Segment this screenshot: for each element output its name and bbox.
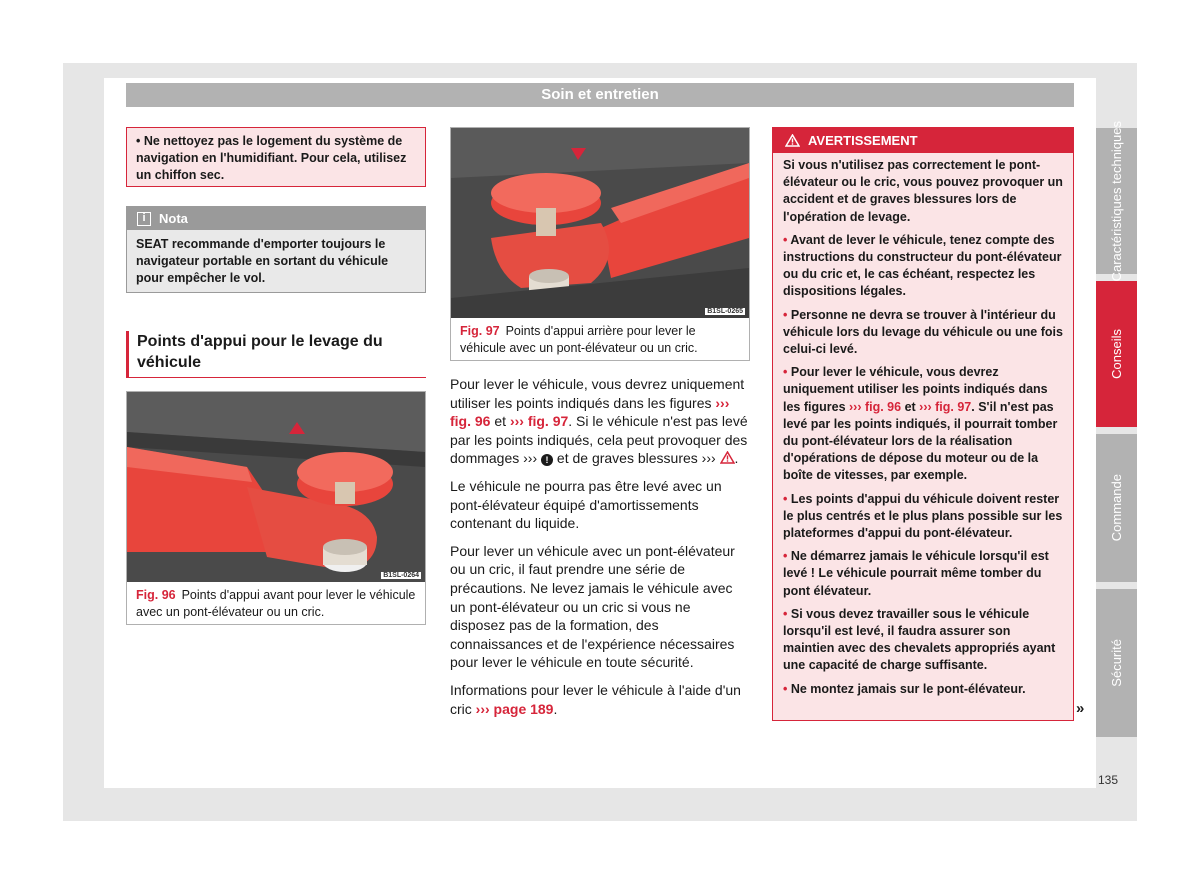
chapter-header: Soin et entretien xyxy=(126,83,1074,107)
nota-header xyxy=(127,207,425,230)
nota-title: Nota xyxy=(159,211,188,226)
tab-commande[interactable] xyxy=(1096,434,1137,582)
text-span: . Si le véhicule n'est pas levé par les points indiqués, cela peut provoquer des dommages ››› xyxy=(450,413,748,467)
figure-97-caption-text: Points d'appui arrière pour lever le véhicule avec un pont-élévateur ou un cric. xyxy=(460,324,698,355)
tab-label: Caractéristiques techniques xyxy=(1109,120,1124,282)
warning-title: AVERTISSEMENT xyxy=(808,133,918,148)
warning-box xyxy=(772,127,1074,721)
tab-label: Commande xyxy=(1109,474,1124,542)
lift-point-front-illustration xyxy=(127,392,425,582)
bullet-text: Si vous devez travailler sous le véhicule lorsqu'il est levé, il faudra assurer son maintien avec des chevalets appropriés ayant une capacité de charge suffisante. xyxy=(783,606,1056,673)
link-page-189[interactable]: ››› page 189 xyxy=(475,700,554,717)
link-fig-97[interactable]: ››› fig. 97 xyxy=(509,413,569,430)
figure-96-caption-text: Points d'appui avant pour lever le véhicule avec un pont-élévateur ou un cric. xyxy=(136,588,416,619)
bullet-icon: • xyxy=(783,606,791,621)
bullet-text: et xyxy=(901,399,920,414)
bullet-text: Ne montez jamais sur le pont-élévateur. xyxy=(790,681,1026,696)
caution-note-text: • Ne nettoyez pas le logement du système de navigation en l'humidifiant. Pour cela, utilisez un chiffon sec. xyxy=(136,134,407,182)
link-fig-96[interactable]: ››› fig. 96 xyxy=(450,394,730,430)
link-fig-96[interactable]: ››› fig. 96 xyxy=(849,399,902,414)
body-paragraph-4 xyxy=(450,681,748,718)
body-paragraph-3: Pour lever un véhicule avec un pont-élévateur ou un cric, il faut prendre une série de précautions. Ne levez jamais le véhicule avec un pont-élévateur ou un cric si vous ne disposez pas de la formation, des connaissances et de l'expérience nécessaires pour lever le véhicule en toute sécurité. xyxy=(450,542,735,671)
warning-triangle-icon xyxy=(785,134,800,147)
bullet-text: Personne ne devra se trouver à l'intérieur du véhicule lors du levage du véhicule ou une fois celui-ci levé. xyxy=(783,307,1063,357)
warning-triangle-icon[interactable] xyxy=(720,451,735,464)
bullet-text: . S'il n'est pas levé par les points indiqués, il pourrait tomber du pont-élévateur lors de la réalisation d'opérations de dépose du moteur ou de la boîte de vitesses, par exemple. xyxy=(783,399,1058,483)
body-paragraph-1: Pour lever le véhicule, vous devrez uniquement utiliser les points indiqués dans les figures ››› fig. 96 et ››› fig. 97. Si le véhicule n'est pas levé par les points indiqués, cela peut provoquer des dommages ››› ! et de graves blessures ››› . xyxy=(450,376,748,467)
section-title: Points d'appui pour le levage du véhicule xyxy=(126,331,426,378)
warning-bullet xyxy=(783,364,1063,484)
bullet-icon: • xyxy=(783,307,791,322)
figure-97-image xyxy=(451,128,749,318)
text-span: et xyxy=(490,413,510,430)
tab-securite[interactable] xyxy=(1096,589,1137,737)
figure-97-code: B1SL-0265 xyxy=(707,308,743,315)
bullet-icon: • xyxy=(783,681,791,696)
warning-bullet xyxy=(783,606,1063,675)
figure-97-label: Fig. 97 xyxy=(460,324,500,338)
warning-header xyxy=(773,128,1073,153)
link-fig-97[interactable]: ››› fig. 97 xyxy=(919,399,972,414)
tab-label: Conseils xyxy=(1109,329,1124,379)
figure-96-image xyxy=(127,392,425,582)
bullet-text: Pour lever le véhicule, vous devrez uniquement utiliser les points indiqués dans les figures xyxy=(783,365,1048,414)
figure-96-label: Fig. 96 xyxy=(136,588,176,602)
text-span: et de graves blessures ››› xyxy=(553,450,720,467)
page-number: 135 xyxy=(1098,773,1119,787)
figure-96-caption xyxy=(127,582,425,626)
bullet-icon: • xyxy=(783,491,791,506)
warning-intro: Si vous n'utilisez pas correctement le pont-élévateur ou le cric, vous pouvez provoquer un accident et de graves blessures lors de l'opération de levage. xyxy=(783,158,1063,224)
warning-bullet xyxy=(783,548,1063,600)
figure-97-caption xyxy=(451,318,749,362)
bullet-icon: • xyxy=(783,549,791,564)
bullet-text: Avant de lever le véhicule, tenez compte des instructions du constructeur du pont-élévateur ou du cric et, le cas échéant, respectez les dispositions légales. xyxy=(783,232,1062,299)
bullet-text: Ne démarrez jamais le véhicule lorsqu'il est levé ! Le véhicule pourrait même tomber du pont élévateur. xyxy=(783,549,1049,598)
continue-mark: » xyxy=(1076,700,1085,717)
body-text xyxy=(450,375,748,727)
body-paragraph-2: Le véhicule ne pourra pas être levé avec un pont-élévateur équipé d'amortissements contenant du liquide. xyxy=(450,477,722,532)
warning-body xyxy=(773,153,1073,708)
figure-96-code: B1SL-0264 xyxy=(383,572,419,579)
bullet-icon: • xyxy=(783,232,791,247)
warning-bullet xyxy=(783,232,1063,301)
text-span: Pour lever le véhicule, vous devrez uniquement utiliser les points indiqués dans les figures xyxy=(450,376,745,411)
text-span: . xyxy=(553,700,558,717)
tab-label: Sécurité xyxy=(1109,639,1124,687)
info-icon: i xyxy=(137,212,151,226)
figure-96 xyxy=(126,391,426,625)
nota-text: SEAT recommande d'emporter toujours le navigateur portable en sortant du véhicule pour empêcher le vol. xyxy=(136,237,389,285)
warning-bullet xyxy=(783,307,1063,359)
lift-point-rear-illustration xyxy=(451,128,749,318)
warning-bullet xyxy=(783,491,1063,543)
bullet-text: Les points d'appui du véhicule doivent rester le plus centrés et le plus plans possible sur les plateformes d'appui du pont-élévateur. xyxy=(783,491,1063,541)
tab-conseils[interactable] xyxy=(1096,281,1137,427)
figure-97 xyxy=(450,127,750,361)
text-span: Informations pour lever le véhicule à l'aide d'un cric xyxy=(450,681,741,717)
nota-box xyxy=(126,206,426,293)
tab-caracteristiques-techniques[interactable] xyxy=(1096,120,1137,282)
warning-bullet xyxy=(783,681,1063,698)
notice-icon[interactable]: ! xyxy=(541,454,553,466)
caution-note xyxy=(126,127,426,187)
bullet-icon: • xyxy=(783,365,791,380)
